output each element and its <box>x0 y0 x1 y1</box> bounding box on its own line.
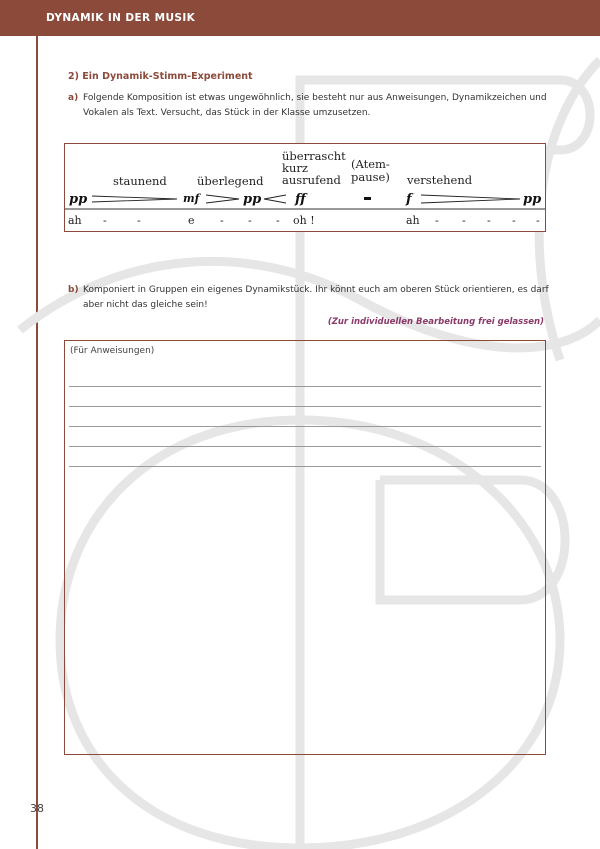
writing-line[interactable] <box>69 466 541 467</box>
lyric-dash: - <box>536 214 540 227</box>
decrescendo-hairpin-2 <box>206 195 239 203</box>
instruction-staunend: staunend <box>113 174 167 188</box>
dynamic-ff: ff <box>295 192 306 207</box>
dynamic-pp-2: pp <box>243 192 262 207</box>
lyric-dash: - <box>276 214 280 227</box>
dynamic-mf: mf <box>183 192 200 205</box>
decrescendo-hairpin-3 <box>421 195 520 203</box>
instruction-ueberrascht: überrascht <box>282 149 346 163</box>
lyric-ah-1: ah <box>68 214 82 227</box>
lyric-dash: - <box>248 214 252 227</box>
instruction-ueberlegend: überlegend <box>197 174 264 188</box>
dynamic-pp-3: pp <box>523 192 542 207</box>
lyric-dash: - <box>462 214 466 227</box>
score-notation <box>65 144 545 231</box>
writing-line[interactable] <box>69 386 541 387</box>
page-number: 38 <box>30 802 44 815</box>
task-a-letter: a) <box>68 93 79 103</box>
dynamic-f: f <box>406 192 412 207</box>
instruction-kurz: kurz <box>282 161 308 175</box>
lyric-dash: - <box>435 214 439 227</box>
task-a <box>68 91 548 123</box>
instruction-ausrufend: ausrufend <box>282 173 341 187</box>
task-b <box>68 283 548 315</box>
breath-pause-mark <box>364 197 371 200</box>
writing-line[interactable] <box>69 406 541 407</box>
score-box <box>64 143 546 232</box>
lyric-dash: - <box>487 214 491 227</box>
crescendo-hairpin <box>264 195 286 203</box>
header-title: DYNAMIK IN DER MUSIK <box>46 12 196 24</box>
task-b-text: Komponiert in Gruppen ein eigenes Dynamikstück. Ihr könnt euch am oberen Stück orientieren, es darf aber nicht das gleiche sein! <box>83 285 549 310</box>
task-a-text: Folgende Komposition ist etwas ungewöhnlich, sie besteht nur aus Anweisungen, Dynamikzeichen und Vokalen als Text. Versucht, das Stück in der Klasse umzusetzen. <box>83 93 547 118</box>
lyric-ah-2: ah <box>406 214 420 227</box>
teacher-note: (Zur individuellen Bearbeitung frei gelassen) <box>327 317 544 327</box>
lyric-e: e <box>188 214 195 227</box>
instruction-verstehend: verstehend <box>407 173 473 187</box>
decrescendo-hairpin-1 <box>92 196 177 202</box>
section-heading: 2) Ein Dynamik-Stimm-Experiment <box>68 71 253 82</box>
dynamic-pp-1: pp <box>69 192 88 207</box>
lyric-dash: - <box>220 214 224 227</box>
instruction-pause: pause) <box>351 170 390 184</box>
answer-box-label: (Für Anweisungen) <box>70 346 155 356</box>
instruction-atem: (Atem- <box>351 157 390 171</box>
writing-line[interactable] <box>69 426 541 427</box>
lyric-dash: - <box>512 214 516 227</box>
lyric-oh: oh ! <box>293 214 315 227</box>
answer-box[interactable] <box>64 340 546 755</box>
writing-line[interactable] <box>69 446 541 447</box>
lyric-dash: - <box>137 214 141 227</box>
task-b-letter: b) <box>68 285 79 295</box>
lyric-dash: - <box>103 214 107 227</box>
